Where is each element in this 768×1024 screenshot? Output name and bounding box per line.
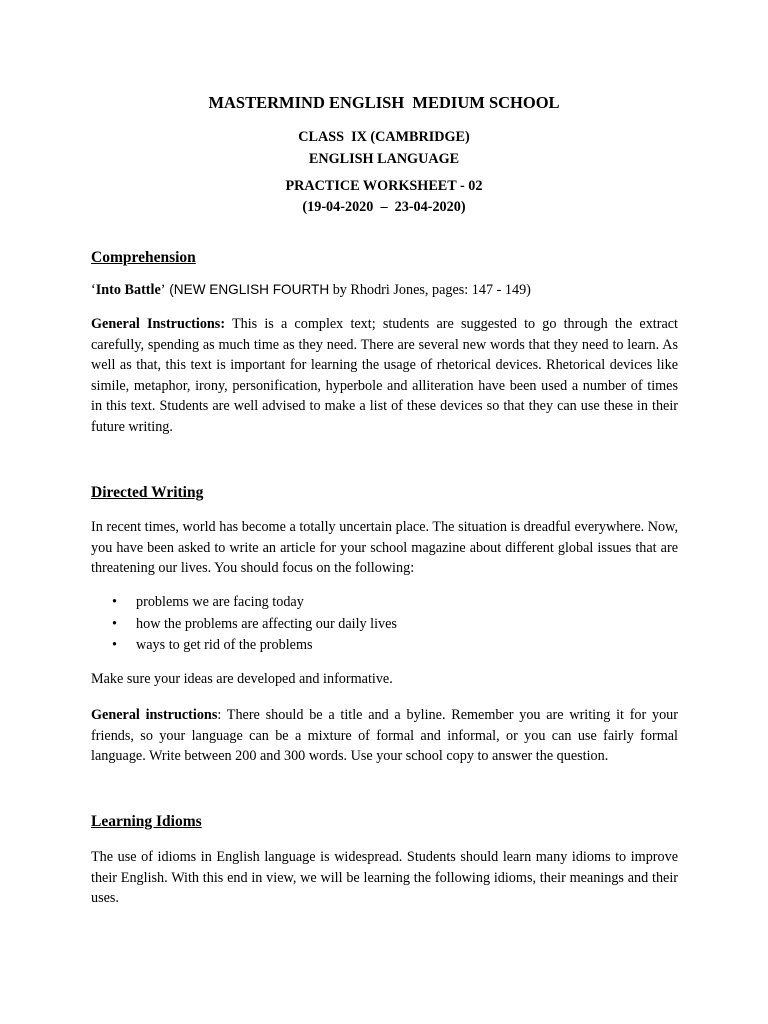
idioms-heading: Learning Idioms — [91, 813, 202, 830]
list-item-text: how the problems are affecting our daily lives — [136, 615, 397, 632]
comprehension-text-reference — [91, 282, 531, 299]
close-quote: ’ — [160, 282, 166, 298]
bullet-icon: • — [112, 594, 117, 610]
list-item — [91, 614, 397, 636]
class-name: CLASS IX (CAMBRIDGE) — [298, 129, 470, 145]
list-item-text: ways to get rid of the problems — [136, 637, 313, 654]
directed-writing-intro: In recent times, world has become a totally uncertain place. The situation is dreadful everywhere. Now, you have been asked to write an article for your school magazine about different global issues that are threatening our lives. You should focus on the following: — [91, 519, 678, 577]
comprehension-instructions — [91, 314, 678, 438]
instructions-label: General instructions — [91, 707, 218, 723]
list-item — [91, 635, 397, 657]
bullet-icon: • — [112, 637, 117, 654]
directed-writing-heading: Directed Writing — [91, 484, 204, 501]
book-details: by Rhodri Jones, pages: 147 - 149) — [329, 282, 531, 298]
worksheet-title: PRACTICE WORKSHEET - 02 — [285, 178, 483, 194]
bullet-icon: • — [112, 615, 117, 632]
directed-writing-instructions — [91, 705, 678, 767]
focus-points-list — [91, 592, 397, 657]
book-title: (NEW ENGLISH FOURTH — [165, 282, 330, 297]
list-item-text: problems we are facing today — [136, 594, 304, 610]
instructions-text: This is a complex text; students are suggested to go through the extract carefully, spending as much time as they need. There are several new words that they need to learn. As well as that, this text is important for learning the usage of rhetorical devices. Rhetorical devices like simile, metaphor, irony, personification, hyperbole and alliteration have been used a number of times in this text. Students are well advised to make a list of these devices so that they can use these in their future writing. — [91, 316, 678, 435]
open-quote: ‘ — [91, 282, 96, 298]
instructions-label: General Instructions: — [91, 316, 226, 332]
comprehension-heading: Comprehension — [91, 249, 196, 266]
idioms-intro: The use of idioms in English language is widespread. Students should learn many idioms to improve their English. With this end in view, we will be learning the following idioms, their meanings and their uses. — [91, 849, 678, 907]
school-name: MASTERMIND ENGLISH MEDIUM SCHOOL — [208, 93, 560, 112]
directed-writing-note: Make sure your ideas are developed and informative. — [91, 671, 393, 687]
text-title: Into Battle — [95, 282, 161, 298]
list-item — [91, 592, 397, 614]
subject-name: ENGLISH LANGUAGE — [308, 151, 460, 167]
worksheet-dates: (19-04-2020 – 23-04-2020) — [302, 199, 466, 215]
instructions-text: : There should be a title and a byline. Remember you are writing it for your friends, so your language can be a mixture of formal and informal, or you can use fairly formal language. Write between 200 and 300 words. Use your school copy to answer the question. — [91, 707, 678, 765]
